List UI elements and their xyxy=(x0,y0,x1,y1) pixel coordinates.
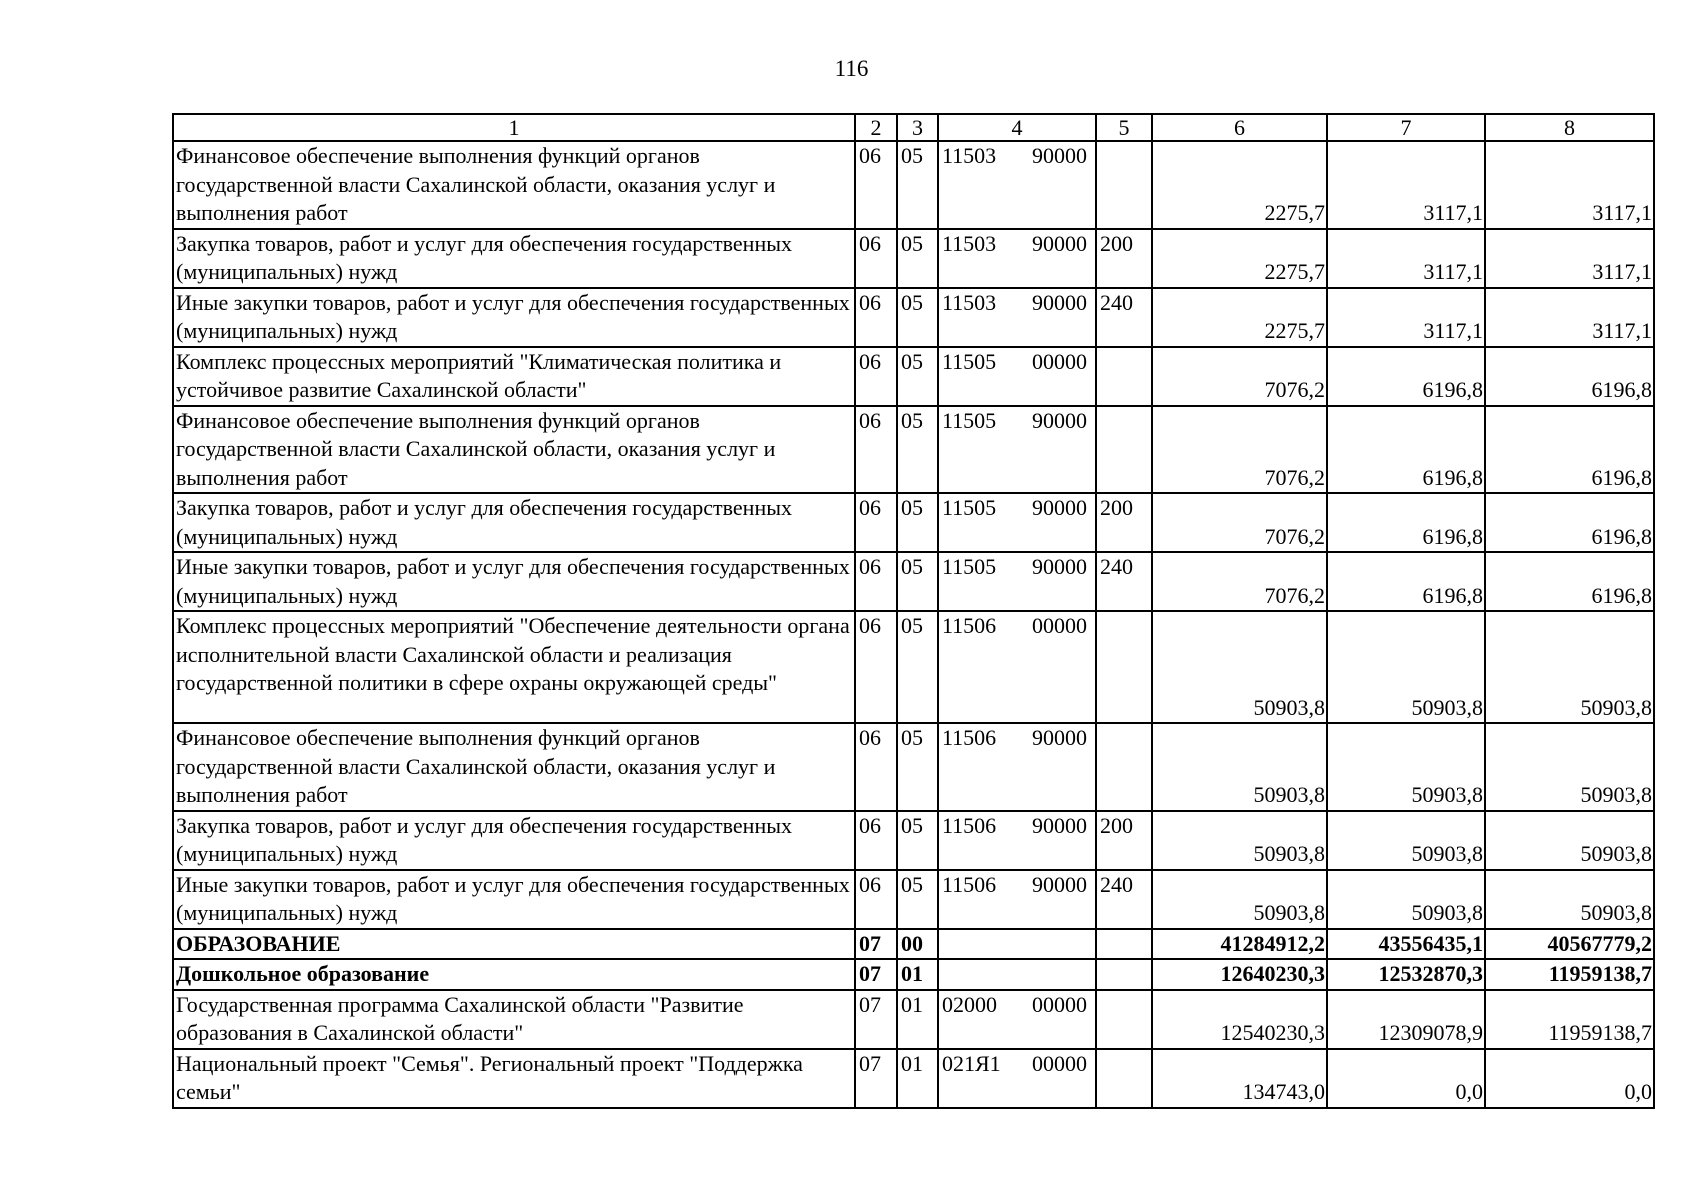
amount-col8-cell: 50903,8 xyxy=(1485,723,1654,811)
target-article-cell xyxy=(938,552,1096,611)
amount-col6-cell: 50903,8 xyxy=(1152,611,1327,723)
row-name-cell xyxy=(173,493,855,552)
target-article-cell xyxy=(938,347,1096,406)
header-cell: 3 xyxy=(897,114,938,141)
target-article-cell xyxy=(938,611,1096,723)
amount-col7-cell: 6196,8 xyxy=(1327,493,1485,552)
amount-col6-cell: 12540230,3 xyxy=(1152,990,1327,1049)
section-code-cell: 06 xyxy=(855,723,897,811)
section-code-cell: 06 xyxy=(855,229,897,288)
target-article-program: 11505 xyxy=(942,407,997,433)
target-article-direction: 90000 xyxy=(1032,495,1087,520)
subsection-code-cell: 05 xyxy=(897,347,938,406)
table-row xyxy=(173,811,1654,870)
row-name: Финансовое обеспечение выполнения функций органов государственной власти Сахалинской области, оказания услуг и выполнения работ xyxy=(176,143,776,225)
amount-col6-cell: 2275,7 xyxy=(1152,288,1327,347)
target-article-direction: 90000 xyxy=(1032,554,1087,579)
page-number: 116 xyxy=(834,56,869,81)
amount-col8-cell: 6196,8 xyxy=(1485,406,1654,494)
section-code-cell: 06 xyxy=(855,493,897,552)
amount-col7-cell: 3117,1 xyxy=(1327,288,1485,347)
target-article-direction: 90000 xyxy=(1032,143,1087,168)
row-name: Государственная программа Сахалинской области "Развитие образования в Сахалинской области" xyxy=(176,991,744,1045)
target-article-cell xyxy=(938,959,1096,990)
amount-col6-cell: 7076,2 xyxy=(1152,406,1327,494)
amount-col8-cell: 6196,8 xyxy=(1485,552,1654,611)
section-code-cell: 06 xyxy=(855,141,897,229)
subsection-code-cell: 05 xyxy=(897,229,938,288)
amount-col7-cell: 3117,1 xyxy=(1327,141,1485,229)
expense-type-cell xyxy=(1096,723,1152,811)
expense-type-cell xyxy=(1096,141,1152,229)
target-article-cell xyxy=(938,870,1096,929)
amount-col8-cell: 50903,8 xyxy=(1485,811,1654,870)
row-name-cell xyxy=(173,288,855,347)
subsection-code-cell: 05 xyxy=(897,493,938,552)
amount-col8-cell: 0,0 xyxy=(1485,1049,1654,1108)
table-row xyxy=(173,552,1654,611)
target-article-program: 11505 xyxy=(942,554,997,579)
amount-col6-cell: 2275,7 xyxy=(1152,229,1327,288)
target-article-direction: 90000 xyxy=(1032,230,1087,256)
row-name: Комплекс процессных мероприятий "Обеспечение деятельности органа исполнительной власти Сахалинской области и реализация государственной политики в сфере охраны окружающей среды" xyxy=(176,613,850,695)
target-article-direction: 90000 xyxy=(1032,289,1087,315)
amount-col6-cell: 7076,2 xyxy=(1152,552,1327,611)
section-code-cell: 06 xyxy=(855,811,897,870)
row-name-cell xyxy=(173,141,855,229)
row-name: Закупка товаров, работ и услуг для обеспечения государственных (муниципальных) нужд xyxy=(176,495,793,549)
target-article-program: 11505 xyxy=(942,348,997,374)
amount-col8-cell: 40567779,2 xyxy=(1485,929,1654,960)
target-article-cell xyxy=(938,990,1096,1049)
table-row xyxy=(173,990,1654,1049)
target-article-cell xyxy=(938,406,1096,494)
expense-type-cell: 240 xyxy=(1096,870,1152,929)
amount-col7-cell: 6196,8 xyxy=(1327,552,1485,611)
amount-col6-cell: 50903,8 xyxy=(1152,723,1327,811)
target-article-cell xyxy=(938,229,1096,288)
row-name: Иные закупки товаров, работ и услуг для обеспечения государственных (муниципальных) нужд xyxy=(176,554,850,608)
row-name-cell xyxy=(173,552,855,611)
row-name: Иные закупки товаров, работ и услуг для обеспечения государственных (муниципальных) нужд xyxy=(176,871,850,925)
table-row xyxy=(173,929,1654,960)
target-article-cell xyxy=(938,811,1096,870)
amount-col6-cell: 12640230,3 xyxy=(1152,959,1327,990)
target-article-direction: 00000 xyxy=(1032,991,1087,1017)
target-article-program: 11506 xyxy=(942,812,997,838)
amount-col7-cell: 43556435,1 xyxy=(1327,929,1485,960)
table-row xyxy=(173,870,1654,929)
section-code-cell: 07 xyxy=(855,929,897,960)
subsection-code-cell: 05 xyxy=(897,406,938,494)
subsection-code-cell: 05 xyxy=(897,723,938,811)
expense-type-cell: 200 xyxy=(1096,811,1152,870)
row-name-cell xyxy=(173,611,855,723)
amount-col7-cell: 0,0 xyxy=(1327,1049,1485,1108)
expense-type-cell xyxy=(1096,1049,1152,1108)
header-cell: 1 xyxy=(173,114,855,141)
target-article-program: 02000 xyxy=(942,991,997,1017)
expense-type-cell: 240 xyxy=(1096,288,1152,347)
section-code-cell: 06 xyxy=(855,406,897,494)
target-article-program: 021Я1 xyxy=(942,1050,1001,1076)
table-row xyxy=(173,141,1654,229)
amount-col6-cell: 134743,0 xyxy=(1152,1049,1327,1108)
expense-type-cell xyxy=(1096,347,1152,406)
amount-col8-cell: 6196,8 xyxy=(1485,493,1654,552)
amount-col6-cell: 7076,2 xyxy=(1152,347,1327,406)
amount-col7-cell: 50903,8 xyxy=(1327,723,1485,811)
row-name: Иные закупки товаров, работ и услуг для обеспечения государственных (муниципальных) нужд xyxy=(176,289,850,343)
row-name: Финансовое обеспечение выполнения функций органов государственной власти Сахалинской области, оказания услуг и выполнения работ xyxy=(176,725,776,807)
target-article-program: 11503 xyxy=(942,289,997,315)
subsection-code-cell: 05 xyxy=(897,552,938,611)
amount-col6-cell: 41284912,2 xyxy=(1152,929,1327,960)
amount-col8-cell: 50903,8 xyxy=(1485,870,1654,929)
row-name: Национальный проект "Семья". Региональный проект "Поддержка семьи" xyxy=(176,1050,803,1104)
amount-col7-cell: 50903,8 xyxy=(1327,611,1485,723)
amount-col8-cell: 3117,1 xyxy=(1485,288,1654,347)
target-article-program: 11505 xyxy=(942,495,997,520)
subsection-code-cell: 05 xyxy=(897,611,938,723)
target-article-direction: 00000 xyxy=(1032,1050,1087,1076)
row-name-cell xyxy=(173,347,855,406)
target-article-program: 11506 xyxy=(942,613,997,638)
subsection-code-cell: 05 xyxy=(897,141,938,229)
section-code-cell: 07 xyxy=(855,959,897,990)
target-article-cell xyxy=(938,141,1096,229)
row-name: Закупка товаров, работ и услуг для обеспечения государственных (муниципальных) нужд xyxy=(176,230,793,284)
expense-type-cell xyxy=(1096,406,1152,494)
target-article-program: 11503 xyxy=(942,230,997,256)
section-code-cell: 06 xyxy=(855,288,897,347)
amount-col7-cell: 6196,8 xyxy=(1327,406,1485,494)
subsection-code-cell: 01 xyxy=(897,959,938,990)
header-cell: 7 xyxy=(1327,114,1485,141)
target-article-cell xyxy=(938,493,1096,552)
row-name-cell xyxy=(173,959,855,990)
header-cell: 8 xyxy=(1485,114,1654,141)
amount-col8-cell: 3117,1 xyxy=(1485,229,1654,288)
table-header-row xyxy=(173,114,1654,141)
table-row xyxy=(173,406,1654,494)
target-article-cell xyxy=(938,1049,1096,1108)
target-article-direction: 90000 xyxy=(1032,725,1087,750)
amount-col6-cell: 7076,2 xyxy=(1152,493,1327,552)
row-name: Комплекс процессных мероприятий "Климатическая политика и устойчивое развитие Сахалинской области" xyxy=(176,348,782,402)
row-name-cell xyxy=(173,406,855,494)
amount-col8-cell: 11959138,7 xyxy=(1485,990,1654,1049)
target-article-cell xyxy=(938,288,1096,347)
target-article-direction: 90000 xyxy=(1032,407,1087,433)
subsection-code-cell: 00 xyxy=(897,929,938,960)
header-cell: 5 xyxy=(1096,114,1152,141)
header-cell: 4 xyxy=(938,114,1096,141)
subsection-code-cell: 01 xyxy=(897,990,938,1049)
row-name-cell xyxy=(173,990,855,1049)
target-article-cell xyxy=(938,929,1096,960)
row-name: Дошкольное образование xyxy=(176,961,430,986)
subsection-code-cell: 01 xyxy=(897,1049,938,1108)
row-name-cell xyxy=(173,1049,855,1108)
expense-type-cell: 240 xyxy=(1096,552,1152,611)
section-code-cell: 06 xyxy=(855,611,897,723)
target-article-direction: 90000 xyxy=(1032,871,1087,897)
table-row xyxy=(173,959,1654,990)
row-name-cell xyxy=(173,723,855,811)
target-article-cell xyxy=(938,723,1096,811)
section-code-cell: 07 xyxy=(855,1049,897,1108)
table-row xyxy=(173,611,1654,723)
amount-col7-cell: 50903,8 xyxy=(1327,870,1485,929)
table-row xyxy=(173,723,1654,811)
target-article-program: 11506 xyxy=(942,725,997,750)
row-name: Закупка товаров, работ и услуг для обеспечения государственных (муниципальных) нужд xyxy=(176,812,793,866)
row-name: ОБРАЗОВАНИЕ xyxy=(176,930,341,956)
row-name-cell xyxy=(173,929,855,960)
table-row xyxy=(173,1049,1654,1108)
amount-col7-cell: 50903,8 xyxy=(1327,811,1485,870)
amount-col7-cell: 6196,8 xyxy=(1327,347,1485,406)
expense-type-cell: 200 xyxy=(1096,229,1152,288)
section-code-cell: 06 xyxy=(855,347,897,406)
row-name-cell xyxy=(173,870,855,929)
amount-col6-cell: 2275,7 xyxy=(1152,141,1327,229)
amount-col7-cell: 3117,1 xyxy=(1327,229,1485,288)
row-name-cell xyxy=(173,811,855,870)
amount-col7-cell: 12532870,3 xyxy=(1327,959,1485,990)
expense-type-cell xyxy=(1096,611,1152,723)
amount-col8-cell: 11959138,7 xyxy=(1485,959,1654,990)
expense-type-cell xyxy=(1096,959,1152,990)
amount-col8-cell: 50903,8 xyxy=(1485,611,1654,723)
target-article-program: 11506 xyxy=(942,871,997,897)
target-article-program: 11503 xyxy=(942,143,997,168)
amount-col8-cell: 6196,8 xyxy=(1485,347,1654,406)
expense-type-cell xyxy=(1096,929,1152,960)
table-row xyxy=(173,493,1654,552)
section-code-cell: 06 xyxy=(855,552,897,611)
row-name: Финансовое обеспечение выполнения функций органов государственной власти Сахалинской области, оказания услуг и выполнения работ xyxy=(176,407,776,490)
subsection-code-cell: 05 xyxy=(897,811,938,870)
amount-col6-cell: 50903,8 xyxy=(1152,811,1327,870)
target-article-direction: 90000 xyxy=(1032,812,1087,838)
target-article-direction: 00000 xyxy=(1032,613,1087,638)
budget-table xyxy=(172,113,1655,1109)
subsection-code-cell: 05 xyxy=(897,870,938,929)
expense-type-cell: 200 xyxy=(1096,493,1152,552)
table-row xyxy=(173,347,1654,406)
amount-col8-cell: 3117,1 xyxy=(1485,141,1654,229)
header-cell: 2 xyxy=(855,114,897,141)
header-cell: 6 xyxy=(1152,114,1327,141)
expense-type-cell xyxy=(1096,990,1152,1049)
section-code-cell: 06 xyxy=(855,870,897,929)
row-name-cell xyxy=(173,229,855,288)
table-row xyxy=(173,288,1654,347)
amount-col7-cell: 12309078,9 xyxy=(1327,990,1485,1049)
subsection-code-cell: 05 xyxy=(897,288,938,347)
target-article-direction: 00000 xyxy=(1032,348,1087,374)
amount-col6-cell: 50903,8 xyxy=(1152,870,1327,929)
table-row xyxy=(173,229,1654,288)
section-code-cell: 07 xyxy=(855,990,897,1049)
